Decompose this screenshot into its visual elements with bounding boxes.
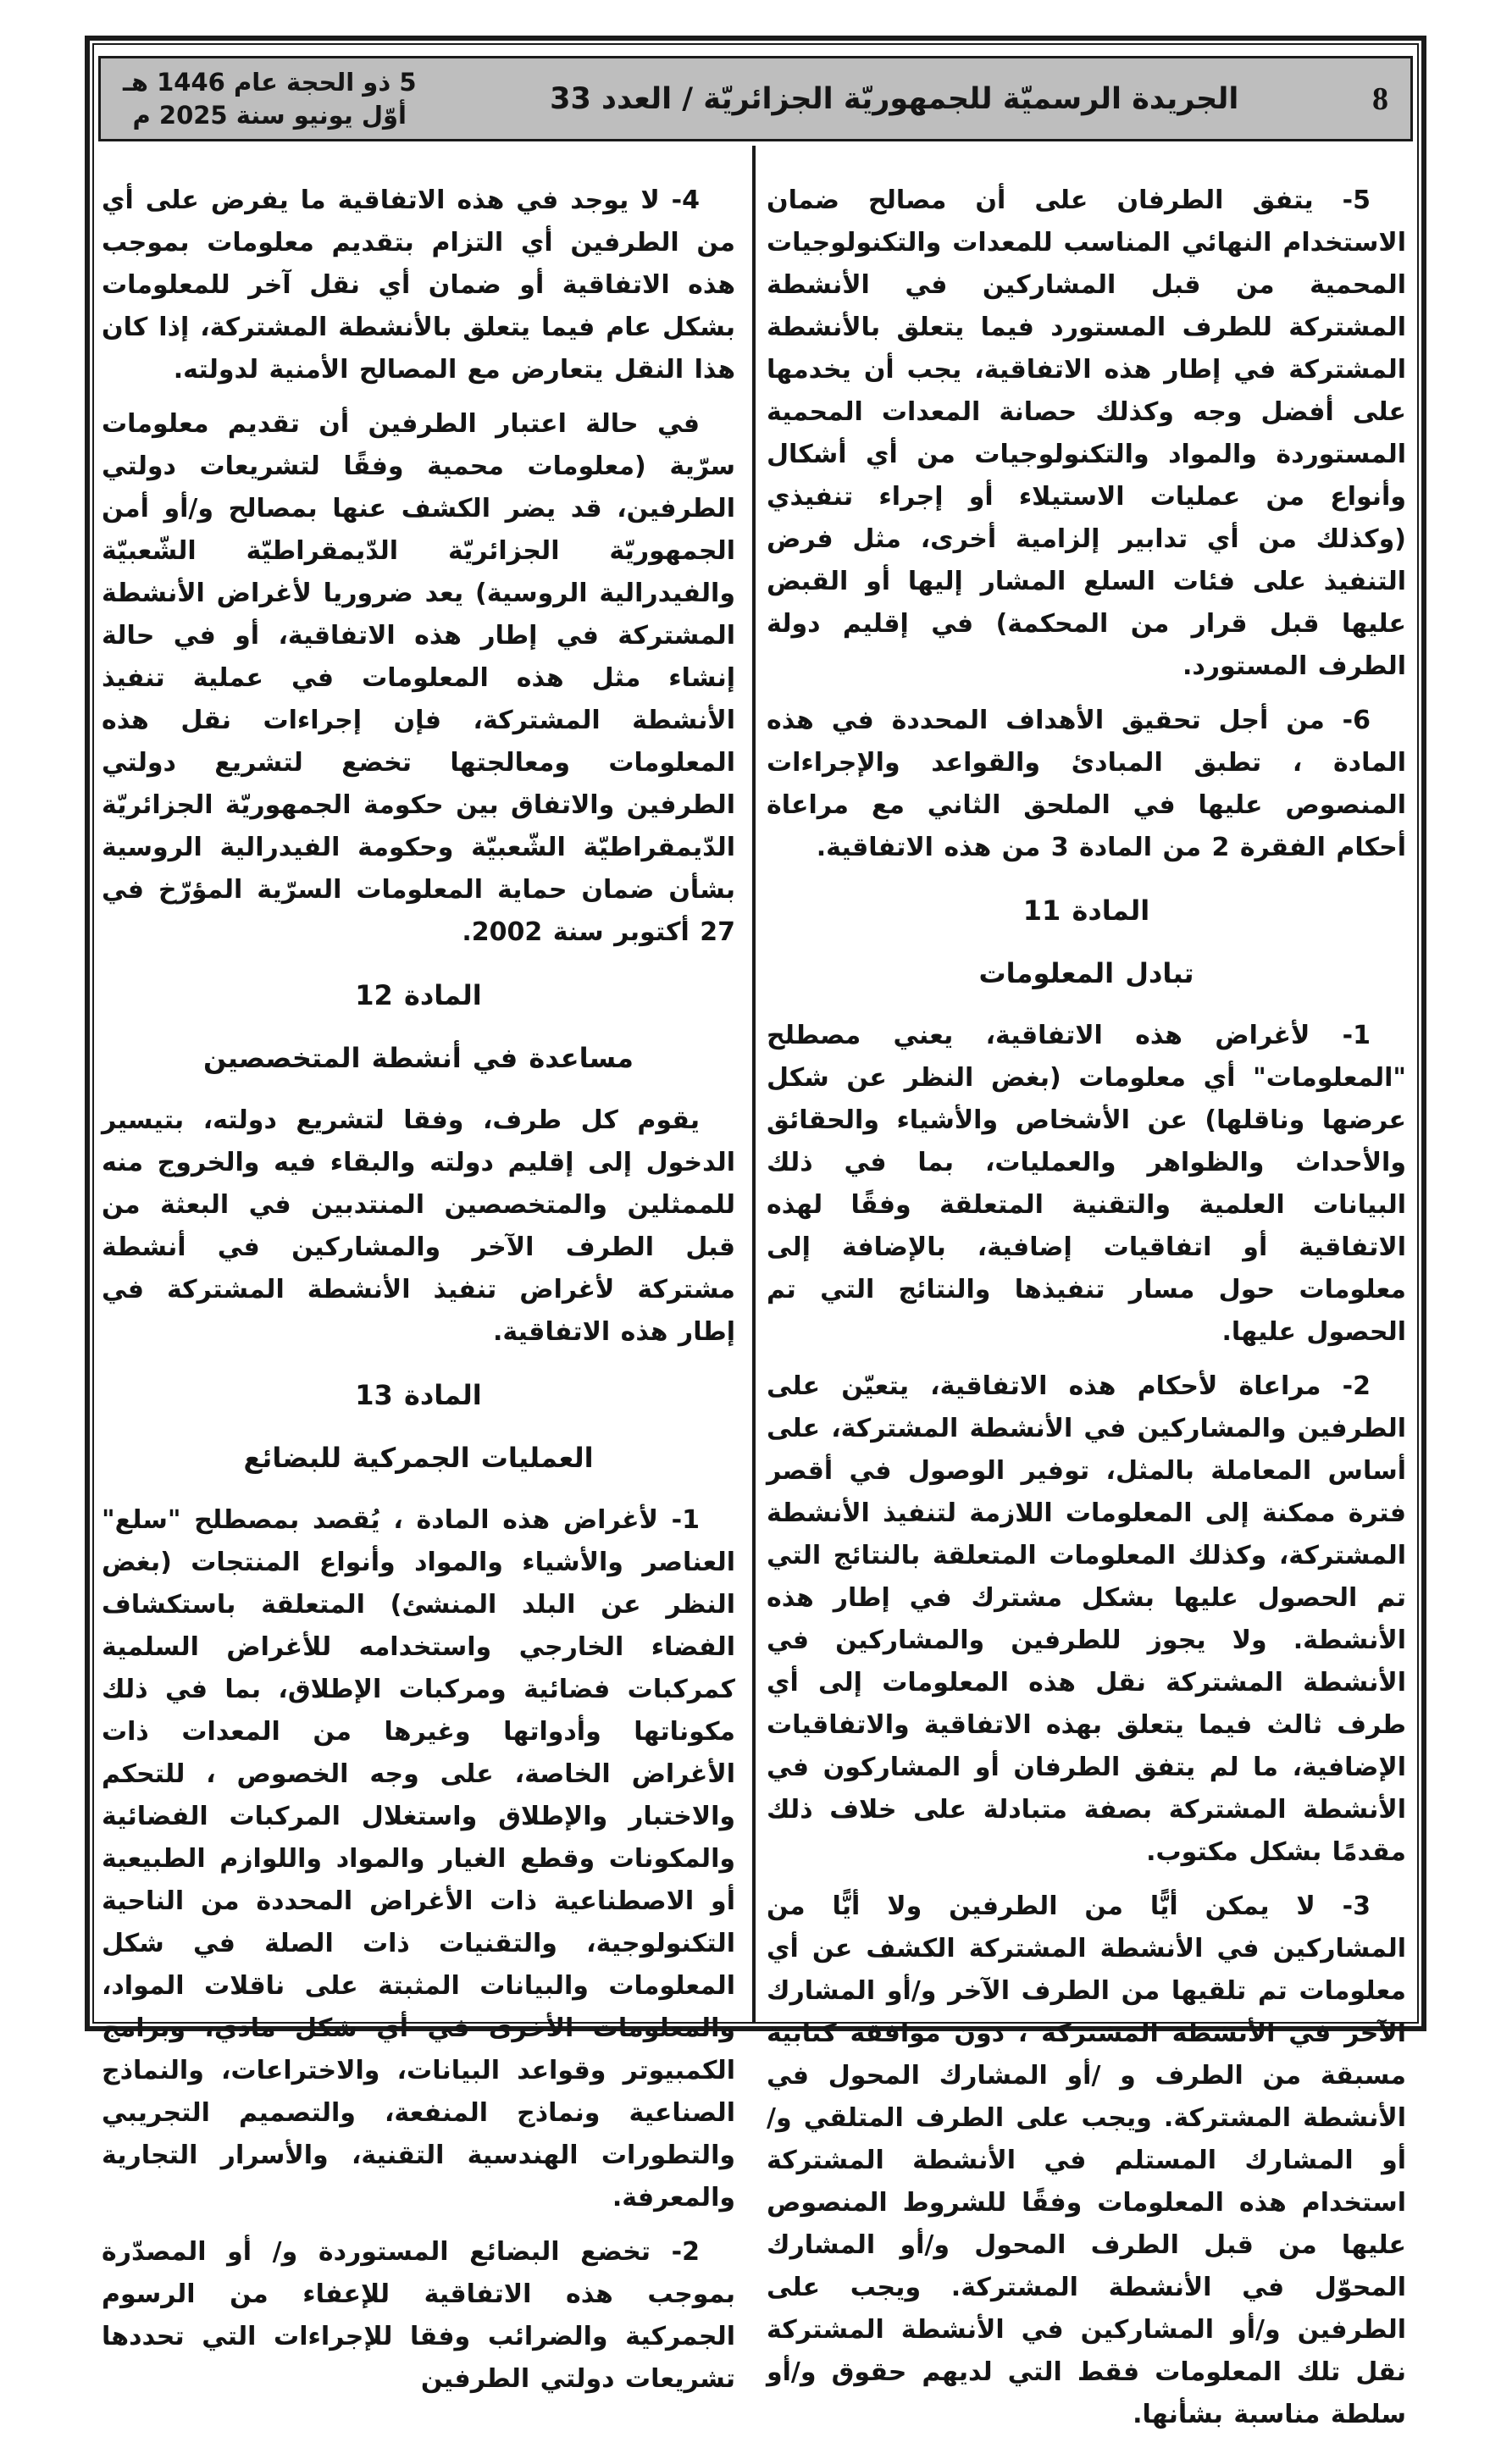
paragraph: 2- تخضع البضائع المستوردة و/ أو المصدّرة بموجب هذه الاتفاقية للإعفاء من الرسوم الجمركية والضرائب وفقا للإجراءات التي تحددها تشريعات دولتي الطرفين [102, 2237, 735, 2394]
paragraph: يقوم كل طرف، وفقا لتشريع دولته، بتيسير الدخول إلى إقليم دولته والبقاء فيه والخروج منه للممثلين والمتخصصين المنتدبين في البعثة من قبل الطرف الآخر والمشاركين في أنشطة مشتركة لأغراض تنفيذ الأنشطة المشتركة في إطار هذه الاتفاقية. [102, 1105, 735, 1347]
page-frame-inner [92, 43, 1419, 2429]
gazette-title: الجريدة الرسميّة للجمهوريّة الجزائريّة / العدد 33 [550, 81, 1239, 116]
paragraph: 1- لأغراض هذه الاتفاقية، يعني مصطلح "المعلومات" أي معلومات (بغض النظر عن شكل عرضها وناقلها) عن الأشخاص والأشياء والحقائق والأحداث والظواهر والعمليات، بما في ذلك البيانات العلمية والتقنية المتعلقة وفقًا لهذه الاتفاقية أو اتفاقيات إضافية، بالإضافة إلى معلومات حول مسار تنفيذها والنتائج التي تم الحصول عليها. [767, 1021, 1406, 1347]
paragraph: 2- مراعاة لأحكام هذه الاتفاقية، يتعيّن على الطرفين والمشاركين في الأنشطة المشتركة، على أساس المعاملة بالمثل، توفير الوصول في أقصر فترة ممكنة إلى المعلومات اللازمة لتنفيذ الأنشطة المشتركة، وكذلك المعلومات المتعلقة بالنتائج التي تم الحصول عليها بشكل مشترك في إطار هذه الأنشطة. ولا يجوز للطرفين والمشاركين في الأنشطة المشتركة نقل هذه المعلومات إلى أي طرف ثالث فيما يتعلق بهذه الاتفاقية والاتفاقيات الإضافية، ما لم يتفق الطرفان أو المشاركون في الأنشطة المشتركة بصفة متبادلة على خلاف ذلك مقدمًا بشكل مكتوب. [767, 1371, 1406, 1867]
page-frame [85, 36, 1426, 2429]
paragraph: في حالة اعتبار الطرفين أن تقديم معلومات سرّية (معلومات محمية وفقًا لتشريعات دولتي الطرفين، قد يضر الكشف عنها بمصالح و/أو أمن الجمهوريّة الجزائريّة الدّيمقراطيّة الشّعبيّة والفيدرالية الروسية) يعد ضروريا لأغراض الأنشطة المشتركة في إطار هذه الاتفاقية، أو في حالة إنشاء مثل هذه المعلومات في عملية تنفيذ الأنشطة المشتركة، فإن إجراءات نقل هذه المعلومات ومعالجتها تخضع لتشريع دولتي الطرفين والاتفاق بين حكومة الجمهوريّة الجزائريّة الدّيمقراطيّة الشّعبيّة وحكومة الفيدرالية الروسية بشأن ضمان حماية المعلومات السرّية المؤرّخ في 27 أكتوبر سنة 2002. [102, 409, 735, 947]
column-right [767, 180, 1406, 2448]
article-heading: المادة 11 [1022, 894, 1150, 927]
paragraph: 3- لا يمكن أيًّا من الطرفين ولا أيًّا من المشاركين في الأنشطة المشتركة الكشف عن أي معلومات تم تلقيها من الطرف الآخر و/أو المشارك الآخر في الأنشطة المشتركة ، دون موافقة كتابية مسبقة من الطرف و /أو المشارك المحول في الأنشطة المشتركة. ويجب على الطرف المتلقي و/أو المشارك المستلم في الأنشطة المشتركة استخدام هذه المعلومات وفقًا للشروط المنصوص عليها من قبل الطرف المحول و/أو المشارك المحوّل في الأنشطة المشتركة. ويجب على الطرفين و/أو المشاركين في الأنشطة المشتركة نقل تلك المعلومات فقط التي لديهم حقوق و/أو سلطة مناسبة بشأنها. [767, 1891, 1406, 2429]
article-heading: العمليات الجمركية للبضائع [243, 1442, 594, 1474]
page-content [94, 146, 1417, 2429]
paragraph: 5- يتفق الطرفان على أن مصالح ضمان الاستخدام النهائي المناسب للمعدات والتكنولوجيات المحمية من قبل المشاركين في الأنشطة المشتركة للطرف المستورد فيما يتعلق بالأنشطة المشتركة في إطار هذه الاتفاقية، يجب أن يخدمها على أفضل وجه وكذلك حصانة المعدات المحمية المستوردة والمواد والتكنولوجيات من أي أشكال وأنواع من عمليات الاستيلاء أو إجراء تنفيذي (وكذلك من أي تدابير إلزامية أخرى، مثل فرض التنفيذ على فئات السلع المشار إليها أو القبض عليها قبل قرار من المحكمة) في إقليم دولة الطرف المستورد. [767, 186, 1406, 681]
header-bar [98, 56, 1413, 141]
article-heading: تبادل المعلومات [978, 957, 1194, 989]
article-heading: المادة 12 [355, 979, 482, 1011]
article-heading: مساعدة في أنشطة المتخصصين [203, 1042, 634, 1074]
column-divider [752, 146, 756, 2022]
date-gregorian: أوّل يونيو سنة 2025 م [132, 100, 407, 130]
page-number: 8 [1372, 80, 1388, 117]
issue-date [123, 66, 417, 132]
paragraph: 1- لأغراض هذه المادة ، يُقصد بمصطلح "سلع" العناصر والأشياء والمواد وأنواع المنتجات (بغض النظر عن البلد المنشئ) المتعلقة باستكشاف الفضاء الخارجي واستخدامه للأغراض السلمية كمركبات فضائية ومركبات الإطلاق، بما في ذلك مكوناتها وأدواتها وغيرها من المعدات ذات الأغراض الخاصة، على وجه الخصوص ، للتحكم والاختبار والإطلاق واستغلال المركبات الفضائية والمكونات وقطع الغيار والمواد واللوازم الطبيعية أو الاصطناعية ذات الأغراض المحددة من الناحية التكنولوجية، والتقنيات ذات الصلة في شكل المعلومات والبيانات المثبتة على ناقلات المواد، والمعلومات الأخرى في أي شكل مادي، وبرامج الكمبيوتر وقواعد البيانات، والاختراعات، والنماذج الصناعية ونماذج المنفعة، والتصميم التجريبي والتطورات الهندسية التقنية، والأسرار التجارية والمعرفة. [102, 1505, 735, 2213]
date-hijri: 5 ذو الحجة عام 1446 هـ [123, 67, 417, 97]
column-left [102, 180, 735, 2412]
paragraph: 6- من أجل تحقيق الأهداف المحددة في هذه المادة ، تطبق المبادئ والقواعد والإجراءات المنصوص عليها في الملحق الثاني مع مراعاة أحكام الفقرة 2 من المادة 3 من هذه الاتفاقية. [767, 706, 1406, 862]
article-heading: المادة 13 [355, 1379, 482, 1411]
paragraph: 4- لا يوجد في هذه الاتفاقية ما يفرض على أي من الطرفين أي التزام بتقديم معلومات بموجب هذه الاتفاقية أو ضمان أي نقل آخر للمعلومات بشكل عام فيما يتعلق بالأنشطة المشتركة، إذا كان هذا النقل يتعارض مع المصالح الأمنية لدولته. [102, 186, 735, 385]
